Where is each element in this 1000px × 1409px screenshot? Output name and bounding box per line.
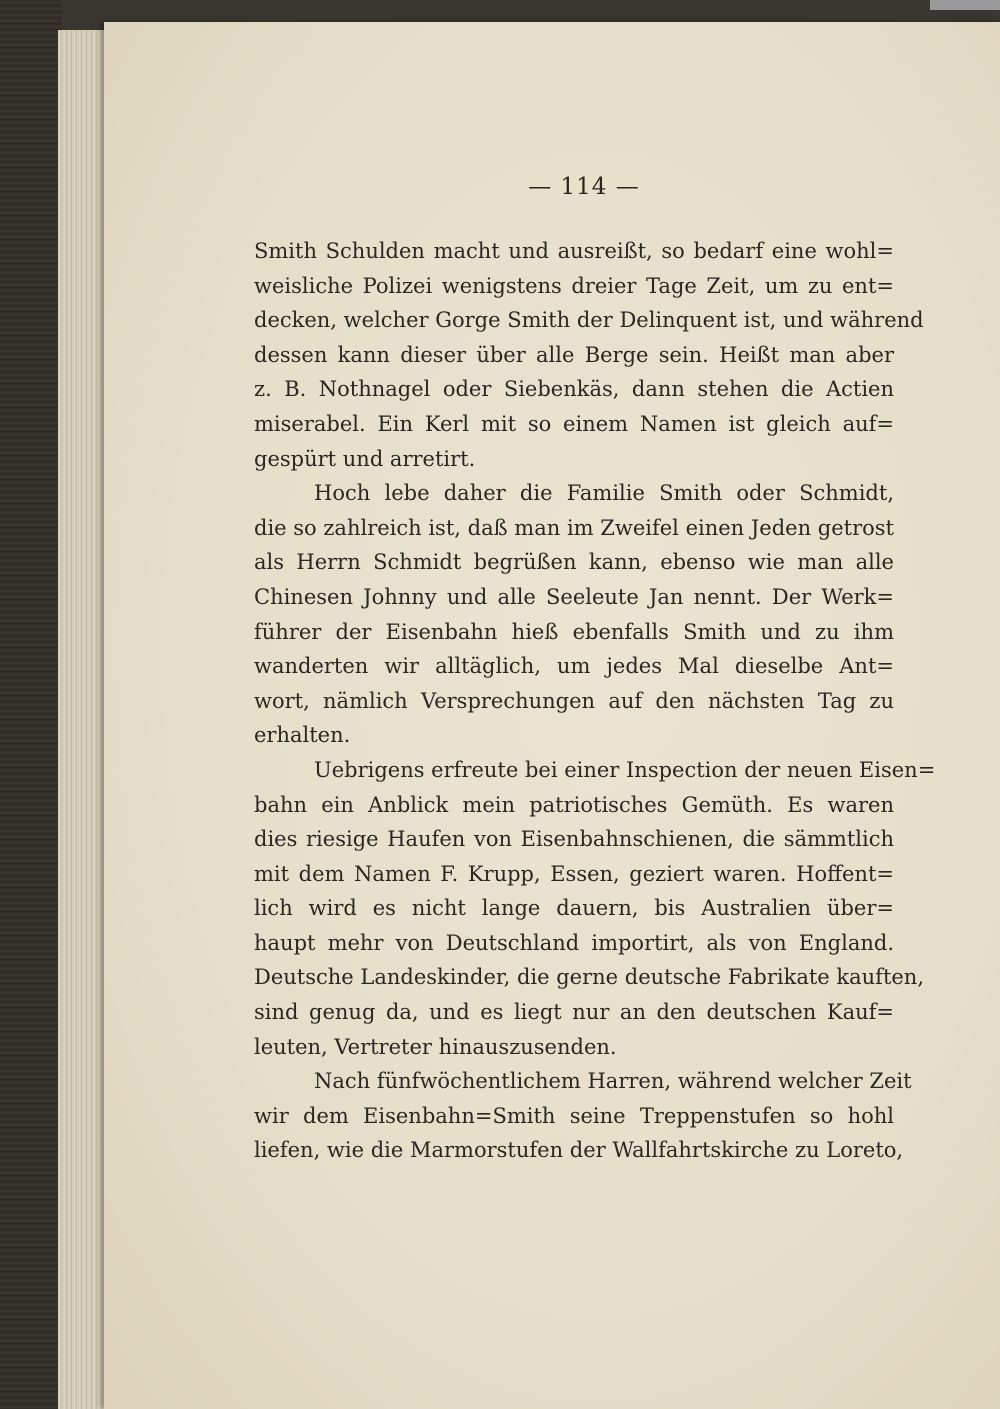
text-line: gespürt und arretirt. xyxy=(254,446,476,471)
text-line: wort, nämlich Versprechungen auf den nächsten Tag zu xyxy=(254,688,894,713)
text-line: leuten, Vertreter hinauszusenden. xyxy=(254,1034,617,1059)
text-line: lich wird es nicht lange dauern, bis Australien über= xyxy=(254,896,894,921)
text-line: wir dem Eisenbahn=Smith seine Treppenstufen so hohl xyxy=(254,1103,894,1128)
text-line: haupt mehr von Deutschland importirt, als von England. xyxy=(254,930,894,955)
text-line: z. B. Nothnagel oder Siebenkäs, dann stehen die Actien xyxy=(254,377,894,402)
book-page xyxy=(104,22,1000,1409)
text-line: mit dem Namen F. Krupp, Essen, geziert waren. Hoffent= xyxy=(254,861,894,886)
text-line: sind genug da, und es liegt nur an den deutschen Kauf= xyxy=(254,1000,894,1025)
text-line: Smith Schulden macht und ausreißt, so bedarf eine wohl= xyxy=(254,239,894,263)
text-line: wanderten wir alltäglich, um jedes Mal dieselbe Ant= xyxy=(254,654,894,679)
text-line: dies riesige Haufen von Eisenbahnschienen, die sämmtlich xyxy=(254,827,894,852)
text-line: liefen, wie die Marmorstufen der Wallfahrtskirche zu Loreto, xyxy=(254,1138,904,1163)
text-line: miserabel. Ein Kerl mit so einem Namen ist gleich auf= xyxy=(254,411,894,436)
text-line: dessen kann dieser über alle Berge sein. Heißt man aber xyxy=(254,342,894,367)
text-line: Deutsche Landeskinder, die gerne deutsche Fabrikate kauften, xyxy=(254,965,925,990)
text-line: führer der Eisenbahn hieß ebenfalls Smith und zu ihm xyxy=(254,619,894,644)
text-line: Hoch lebe daher die Familie Smith oder Schmidt, xyxy=(314,481,894,506)
text-line: bahn ein Anblick mein patriotisches Gemüth. Es waren xyxy=(254,792,894,817)
book-binding xyxy=(0,0,62,1409)
scan-corner-mark xyxy=(930,0,1000,10)
text-line: decken, welcher Gorge Smith der Delinquent ist, und während xyxy=(254,308,924,333)
text-line: Uebrigens erfreute bei einer Inspection der neuen Eisen= xyxy=(314,757,936,782)
text-line: erhalten. xyxy=(254,723,351,748)
text-line: Chinesen Johnny und alle Seeleute Jan nennt. Der Werk= xyxy=(254,584,894,609)
body-text xyxy=(254,234,936,1168)
text-line: weisliche Polizei wenigstens dreier Tage Zeit, um zu ent= xyxy=(254,273,894,298)
text-line: als Herrn Schmidt begrüßen kann, ebenso wie man alle xyxy=(254,550,894,575)
text-line: Nach fünfwöchentlichem Harren, während welcher Zeit xyxy=(314,1069,912,1094)
page-number: — 114 — xyxy=(528,174,640,200)
text-line: die so zahlreich ist, daß man im Zweifel einen Jeden getrost xyxy=(254,515,894,540)
